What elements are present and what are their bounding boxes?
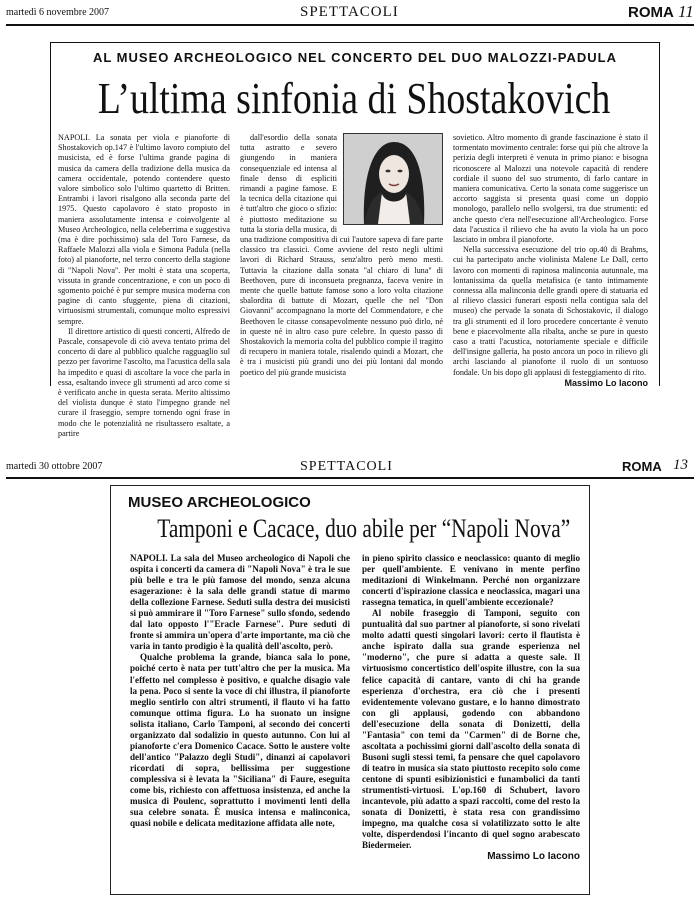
paragraph: NAPOLI. La sala del Museo archeologico di Napoli che ospita i concerti da camera di "Napoli Nova" è tra le sue più belle e tra le più famose del mondo, senza alcuna esagerazione: è la sala delle grandi statue di marmo della collezione Farnese. Seduti sulla destra dei musicisti si può ammirare il "Toro Farnese" sullo sfondo, sedendo dal lato opposto l'"Eracle Farnese". Pure seduti di fronte si ammira un'opera d'arte importante, ma ciò che varia in tanto prodigio è la qualità dell'ascolto, però. (130, 553, 350, 652)
header-section: SPETTACOLI (300, 4, 399, 20)
header-section: SPETTACOLI (300, 459, 393, 474)
article-column-1 (58, 133, 230, 438)
portrait-image (344, 134, 442, 224)
clipping-bottom (0, 456, 700, 901)
paragraph: Nella successiva esecuzione del trio op.40 di Brahms, cui ha partecipato anche violinista Malene Le Dall, certo lavoro con momenti di rapinosa malinconia autunnale, ma lontanissima da quella metafisica (e tanto intimamente connessa alla malinconia delle grandi opere di statuaria ed al rilievo classici funerari esposti nella contigua sala del museo) che pervade la sonata di Schostakovic, il dialogo tra gli strumenti ed il loro procedere concertante è venuto bene e piacevolmente alla ribalta, anche se pure in questo caso a tratti l'acustica, notoriamente speciale e difficile dell'insigne galleria, ha posto ancora un poco in rilievo gli archi lasciando al pianoforte il ruolo di un sontuoso fondale. Un bis dopo gli applausi di festeggiamento di rito. (453, 245, 648, 377)
header-rule (6, 477, 694, 479)
frame-left (50, 42, 51, 386)
page-header (0, 456, 700, 478)
article-kicker: AL MUSEO ARCHEOLOGICO NEL CONCERTO DEL DUO MALOZZI-PADULA (92, 50, 618, 65)
portrait-photo (343, 133, 443, 225)
paragraph: Al nobile fraseggio di Tamponi, seguito con puntualità dal suo partner al pianoforte, si sono rivelati molto adatti questi singolari lavori: certo il flautista è anche ispirato dalla sua grande esperienza nel "moderno", che pure si adatta a queste sale. Il virtuosismo concertistico dell'ospite illustre, con la sua felice capacità di cantare, vanto di chi ha grande esperienza d'orchestra, era ciò che i presenti evidentemente volevano gustare, e lo hanno dimostrato con gli applausi, godendo con abbandono dell'esecuzione della sonata di Donizetti, della "Fantasia" con temi da "Carmen" di de Borne che, ascoltata a pochissimi giorni dall'ascolto della sonata di Busoni sugli stessi temi, fa pensare che quel capolavoro di teatro in musica sia stato piuttosto recepito solo come centone di spunti esibizionistici e funambolici da tanti strumentisti-virtuosi. L'op.160 di Schubert, lavoro incantevole, più adatto a spazi raccolti, come del resto la sonata di Donizetti, è stata resa con grandissimo impegno, ma qualche cosa si volatilizzato sotto le alte volte, disperdendosi l'incanto di quel sogno arabescato Biedermeier. (362, 608, 580, 851)
article-column-3 (453, 133, 648, 388)
paragraph: sovietico. Altro momento di grande fascinazione è stato il tormentato movimento centrale: forse qui più che altrove la perizia degli interpreti è venuta in primo piano: e bisogna riconoscere al Malozzi una notevole capacità di rendere cordiale il suono del suo strumento, di farlo cantare in maniera comunicativa. Certo la sonata come suggerisce un accorto saggista si presenta quasi come un doppio monologo, parallelo nello svolgersi, tra due strumenti: ed anche questo c'era nell'esecuzione all'Archeologico. Forse data l'acustica il rilievo che ha avuto la viola ha un poco lasciato in ombra il pianoforte. (453, 133, 648, 245)
page-header (0, 2, 700, 24)
paragraph: NAPOLI. La sonata per viola e pianoforte di Shostakovich op.147 è l'ultimo lavoro compiuto del musicista, ed è forse l'ultima grande pagina di musica da camera della tradizione della musica da camera occidentale, potendo contendere questo valore simbolico solo l'ultimo quartetto di Britten. Entrambi i lavori risalgono alla seconda parte del 1975. Questo capolavoro è stato proposto in maniera assolutamente intensa e coinvolgente al Museo Archeologico, nella celeberrima e suggestiva (ma è dire pochissimo) sala del Toro Farnese, da Raffaele Malozzi alla viola e Simona Padula (nella foto) al pianoforte, nel terzo concerto della stagione di "Napoli Nova". Per molti è stata una scoperta, vissuta in grande concentrazione, e con un poco di sgomento poiché è pur sempre musica moderna con pagine di canto sfuggente, piena di citazioni, virtuosismi strumentali, comunque molto espressivi sempre. (58, 133, 230, 326)
frame-right (659, 42, 660, 386)
clipping-top (0, 0, 700, 438)
header-city: ROMA (628, 4, 674, 21)
article-column-2 (240, 133, 443, 377)
article-kicker: MUSEO ARCHEOLOGICO (128, 494, 311, 511)
header-city: ROMA (622, 459, 662, 474)
header-date: martedì 6 novembre 2007 (6, 7, 110, 18)
author-signature: Massimo Lo Iacono (564, 377, 648, 388)
header-date: martedì 30 ottobre 2007 (6, 461, 103, 472)
header-rule (6, 24, 694, 26)
header-page: 11 (678, 2, 694, 21)
header-page: 13 (673, 457, 688, 473)
author-signature: Massimo Lo Iacono (487, 851, 580, 863)
article-column-1 (130, 553, 350, 893)
paragraph: dall'esordio della sonata tutta astratto e severo giungendo in maniera consequenziale ed intensa al finale denso di espliciti rimandi a pagine famose. E la tecnica della citazione qui è tutt'altro che gioco o sfizio: è piuttosto meditazione su tutta la storia della musica, di una tradizione compositiva di cui l'autore sapeva di fare parte classico tra classici. Come avviene del resto negli ultimi lavori di Richard Strauss, senz'altro però meno mesti. Tuttavia la citazione dalla sonata "al chiaro di luna" di Beethoven, pure di inconsueta pregnanza, faceva venire in mente che quelle battute famose sono a loro volta citazione sbalordita di battute di Mozart, quelle che nel "Don Giovanni" accompagnano la morte del Commendatore, e che Beethoven le citasse consapevolmente nessuno può dirlo, né in queste né in altro caso pure celebre. In questo passo di Shostakovich la memoria colta del pubblico compie il tragitto di recupero in maniera totale, risalendo quindi a Mozart, che è tra i musicisti più grandi uno dei più lontani dal mondo poetico del più grande musicista (240, 133, 443, 377)
article-title: L’ultima sinfonia di Shostakovich (97, 74, 611, 123)
frame-top (50, 42, 660, 43)
paragraph: Il direttore artistico di questi concerti, Alfredo de Pascale, consapevole di ciò aveva tentato prima del concerto di dare al pubblico qualche ragguaglio sul pezzo per favorirne l'ascolto, ma l'acustica della sala ha impedito e quasi di ascoltare la voce che parla in essa, esaltando invece gli strumenti ad arco come si è verificato anche in questa serata. Merito altissimo del violista dunque è stato l'impegno grande nel curare il fraseggio, sempre tornendo ogni frase in modo che le potenzialità ne risultassero esaltate, a partire (58, 326, 230, 438)
article-title: Tamponi e Cacace, duo abile per “Napoli Nova” (157, 514, 571, 543)
article-column-2 (362, 553, 580, 893)
paragraph: in pieno spirito classico e neoclassico: quanto di meglio per quell'ambiente. E venivano in mente perfino meditazioni di Winkelmann. Perché non organizzare concerti d'ispirazione classica e neoclassica, magari una rassegna tematica, in quell'ambiente eccezionale? (362, 553, 580, 608)
paragraph: Qualche problema la grande, bianca sala lo pone, poiché certo è nata per tutt'altro che per la musica. Ma l'effetto nel complesso è positivo, e qualche disagio vale la pena. Poco si sente la voce di chi illustra, il pianoforte meglio sentirlo con altri strumenti, il flauto vi ha fatto comunque ottima figura. Lo ha suonato un insigne solista italiano, Carlo Tamponi, al secondo dei concerti organizzato dal sodalizio in questo autunno. Con lui al pianoforte c'era Domenico Cacace. Sotto le austere volte dell'antico "Palazzo degli Studi", dinanzi ai capolavori ricordati di sopra, bellissima per suggestione complessiva si è levata la "Siciliana" di Faure, eseguita come bis, richiesto con affettuosa insistenza, ed anche la musica di Poulenc, soprattutto i movimenti lenti della sua celebre sonata. È musica intensa e malinconica, quasi nobile e delicata meditazione affidata alle note, (130, 652, 350, 829)
